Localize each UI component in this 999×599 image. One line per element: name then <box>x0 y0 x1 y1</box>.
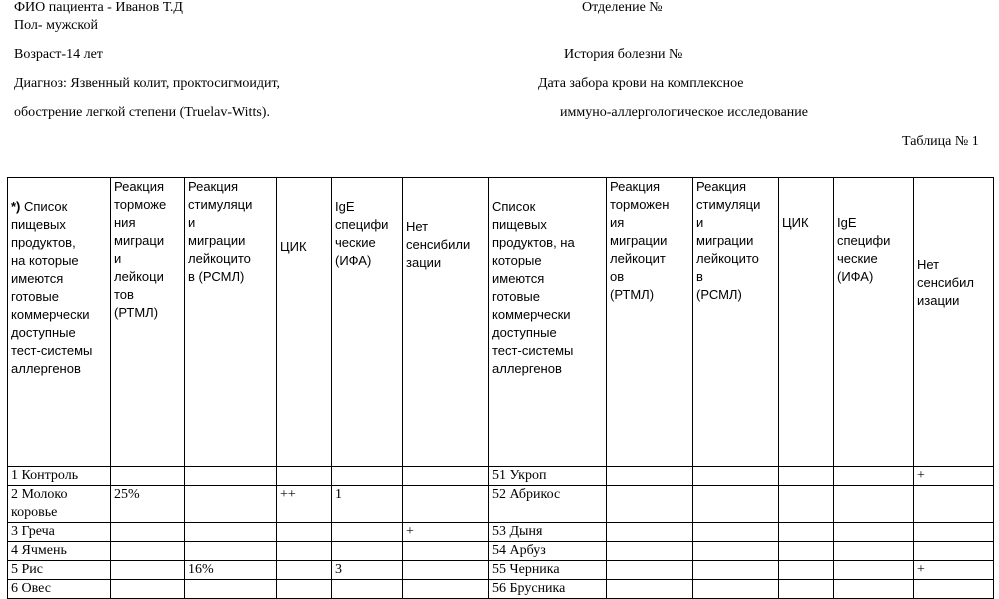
cell-rtml2 <box>607 580 693 599</box>
diagnosis-line-2: обострение легкой степени (Truelav-Witts). <box>14 105 270 120</box>
table-row <box>8 580 994 599</box>
header-cik: ЦИК <box>277 178 332 467</box>
cell-no <box>403 580 489 599</box>
table-row <box>8 486 994 523</box>
cell-rtml <box>111 523 185 542</box>
header-rtml: Реакция торможе ния миграци и лейкоци тов (РТМЛ) <box>111 178 185 467</box>
diagnosis-line-1: Диагноз: Язвенный колит, проктосигмоидит, <box>14 76 281 91</box>
table-header-row <box>8 178 994 467</box>
allergen-table <box>7 177 994 599</box>
patient-sex: Пол- мужской <box>14 18 98 33</box>
cell-p2: 52 Абрикос <box>489 486 607 523</box>
cell-cik <box>277 467 332 486</box>
header-product-list: *) Список пищевых продуктов, на которые имеются готовые коммерчески доступные тест-системы аллергенов <box>8 178 111 467</box>
cell-no <box>403 542 489 561</box>
cell-rsml <box>185 486 277 523</box>
cell-ige <box>332 523 403 542</box>
cell-ige2 <box>834 523 914 542</box>
cell-ige2 <box>834 580 914 599</box>
table-row <box>8 542 994 561</box>
cell-rtml <box>111 561 185 580</box>
cell-rsml2 <box>693 523 779 542</box>
cell-no2 <box>914 523 994 542</box>
cell-p1: 6 Овес <box>8 580 111 599</box>
cell-p2: 56 Брусника <box>489 580 607 599</box>
cell-no2 <box>914 580 994 599</box>
cell-no: + <box>403 523 489 542</box>
cell-cik2 <box>779 542 834 561</box>
cell-cik2 <box>779 523 834 542</box>
cell-rsml2 <box>693 486 779 523</box>
cell-no2 <box>914 486 994 523</box>
cell-cik <box>277 561 332 580</box>
cell-p2: 53 Дыня <box>489 523 607 542</box>
cell-rtml <box>111 542 185 561</box>
cell-rsml2 <box>693 542 779 561</box>
cell-ige2 <box>834 486 914 523</box>
cell-p2: 54 Арбуз <box>489 542 607 561</box>
header-rsml-2: Реакция стимуляци и миграции лейкоцито в (РСМЛ) <box>693 178 779 467</box>
cell-p1: 1 Контроль <box>8 467 111 486</box>
patient-name: ФИО пациента - Иванов Т.Д <box>14 0 183 15</box>
blood-date-line-1: Дата забора крови на комплексное <box>538 76 744 91</box>
cell-rtml2 <box>607 542 693 561</box>
table-row <box>8 561 994 580</box>
cell-rtml2 <box>607 486 693 523</box>
cell-rtml <box>111 580 185 599</box>
cell-rtml: 25% <box>111 486 185 523</box>
cell-no <box>403 561 489 580</box>
cell-ige <box>332 467 403 486</box>
cell-p1: 4 Ячмень <box>8 542 111 561</box>
cell-cik <box>277 542 332 561</box>
cell-ige: 3 <box>332 561 403 580</box>
cell-rtml2 <box>607 467 693 486</box>
cell-p1: 5 Рис <box>8 561 111 580</box>
header-rtml-2: Реакция торможен ия миграции лейкоцит ов (РТМЛ) <box>607 178 693 467</box>
cell-no2: + <box>914 467 994 486</box>
cell-rtml2 <box>607 561 693 580</box>
cell-p1: 2 Молоко коровье <box>8 486 111 523</box>
cell-rsml <box>185 523 277 542</box>
cell-p1: 3 Греча <box>8 523 111 542</box>
blood-date-line-2: иммуно-аллергологическое исследование <box>560 105 809 120</box>
cell-rtml2 <box>607 523 693 542</box>
cell-cik2 <box>779 580 834 599</box>
cell-no <box>403 467 489 486</box>
header-ige-2: IgE специфи ческие (ИФА) <box>834 178 914 467</box>
cell-rsml: 16% <box>185 561 277 580</box>
cell-cik2 <box>779 486 834 523</box>
cell-cik2 <box>779 467 834 486</box>
cell-ige <box>332 542 403 561</box>
header-rsml: Реакция стимуляци и миграции лейкоцито в (РСМЛ) <box>185 178 277 467</box>
cell-ige2 <box>834 561 914 580</box>
cell-no2 <box>914 542 994 561</box>
cell-rsml2 <box>693 467 779 486</box>
cell-cik: ++ <box>277 486 332 523</box>
cell-ige2 <box>834 467 914 486</box>
cell-rsml <box>185 580 277 599</box>
table-label: Таблица № 1 <box>902 134 979 149</box>
cell-p2: 55 Черника <box>489 561 607 580</box>
table-row <box>8 467 994 486</box>
department: Отделение № <box>582 0 663 15</box>
header-ige: IgE специфи ческие (ИФА) <box>332 178 403 467</box>
header-product-list-2: Список пищевых продуктов, на которые имеются готовые коммерчески доступные тест-системы аллергенов <box>489 178 607 467</box>
cell-ige <box>332 580 403 599</box>
cell-ige: 1 <box>332 486 403 523</box>
cell-rsml2 <box>693 561 779 580</box>
header-cik-2: ЦИК <box>779 178 834 467</box>
cell-rsml <box>185 467 277 486</box>
cell-rsml2 <box>693 580 779 599</box>
cell-rtml <box>111 467 185 486</box>
table-row <box>8 523 994 542</box>
header-no-sensitization: Нет сенсибили зации <box>403 178 489 467</box>
cell-cik <box>277 523 332 542</box>
cell-ige2 <box>834 542 914 561</box>
cell-no2: + <box>914 561 994 580</box>
case-history: История болезни № <box>564 47 683 62</box>
cell-cik <box>277 580 332 599</box>
cell-p2: 51 Укроп <box>489 467 607 486</box>
cell-no <box>403 486 489 523</box>
patient-age: Возраст-14 лет <box>14 47 103 62</box>
cell-rsml <box>185 542 277 561</box>
cell-cik2 <box>779 561 834 580</box>
header-no-sensitization-2: Нет сенсибил изации <box>914 178 994 467</box>
